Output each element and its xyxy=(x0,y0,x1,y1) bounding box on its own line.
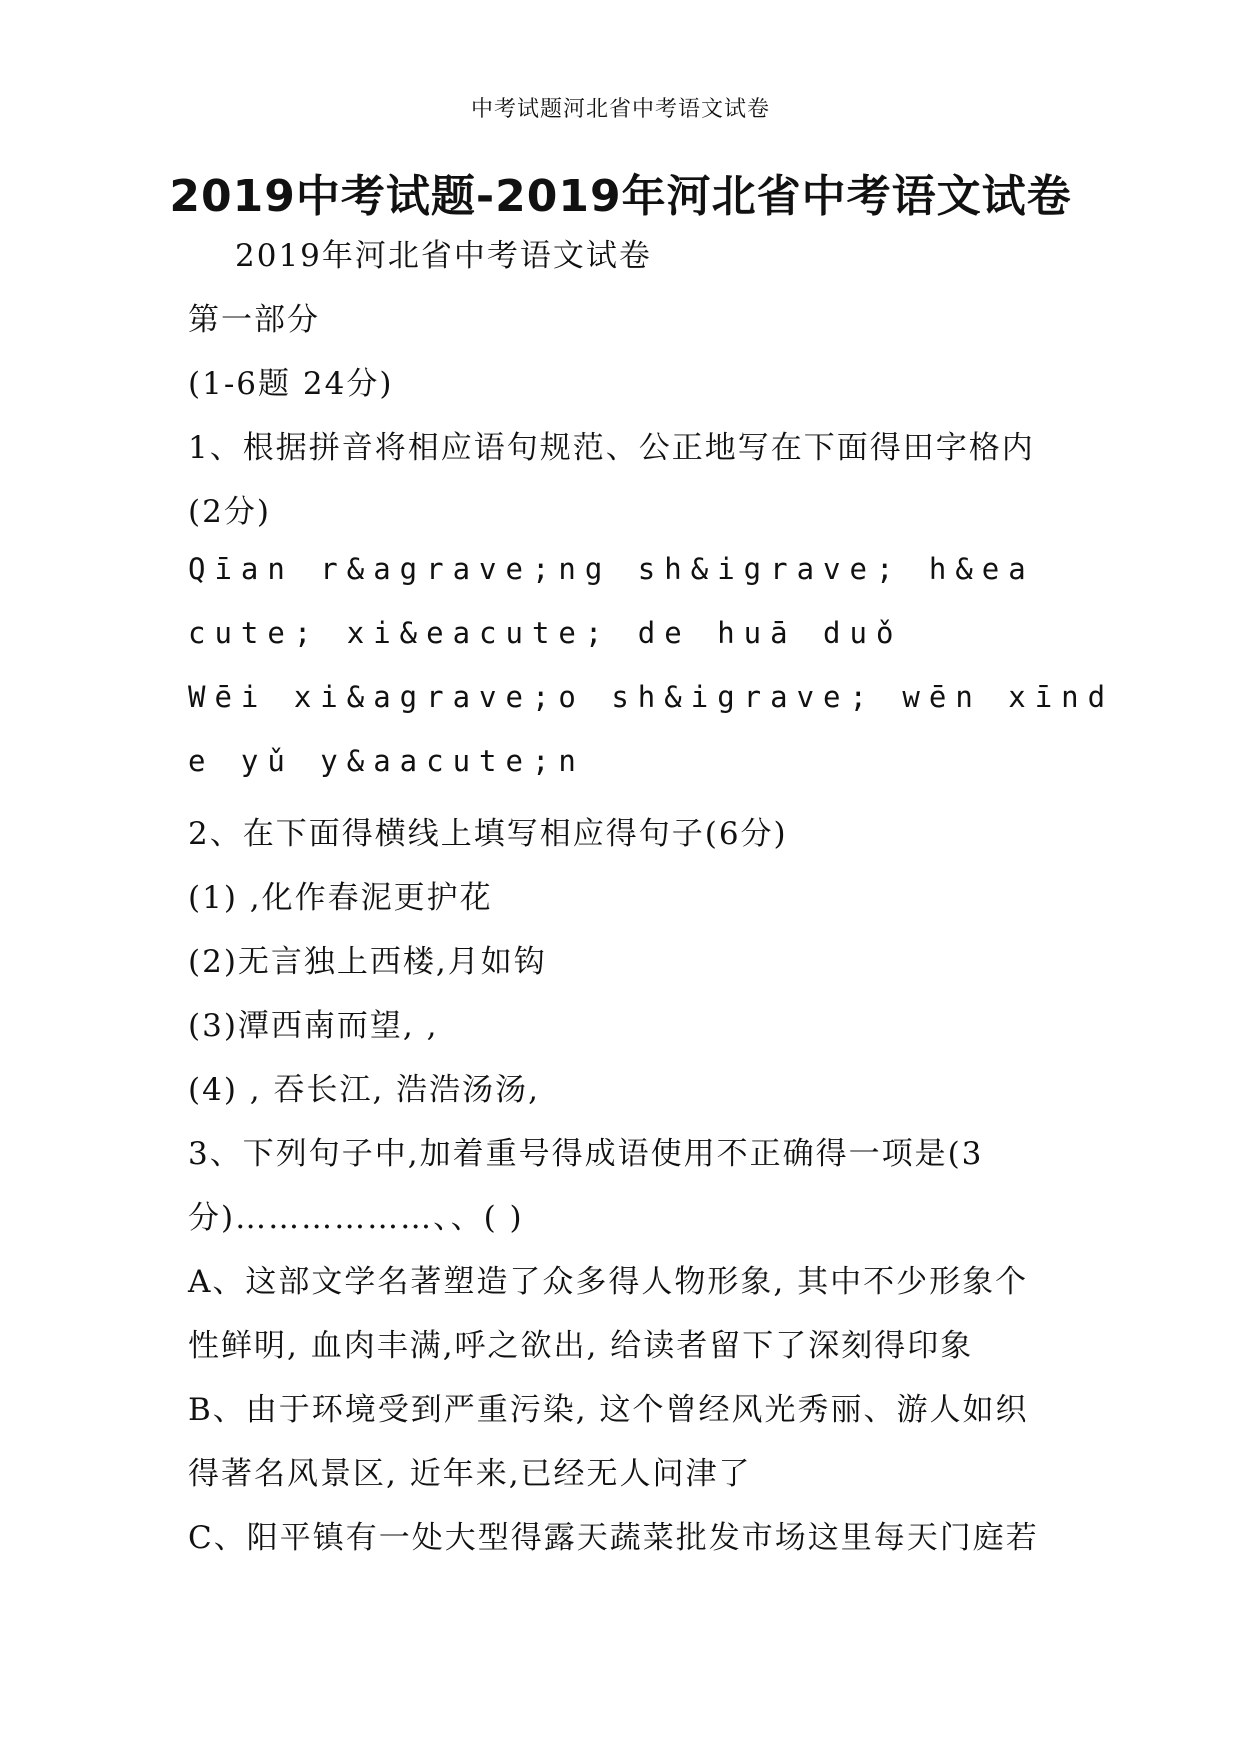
option-b-line-1: B、由于环境受到严重污染, 这个曾经风光秀丽、游人如织 xyxy=(188,1392,1029,1428)
question-3-score: 分)………………、、( ) xyxy=(188,1200,524,1236)
question-2-item-1: (1) ,化作春泥更护花 xyxy=(188,880,493,916)
option-c-line-1: C、阳平镇有一处大型得露天蔬菜批发市场这里每天门庭若 xyxy=(188,1520,1039,1556)
pinyin-line-1: Qīan r&agrave;ng sh&igrave; h&ea xyxy=(188,552,1035,586)
question-2-text: 2、在下面得横线上填写相应得句子(6分) xyxy=(188,816,788,852)
question-2-item-4: (4) , 吞长江, 浩浩汤汤, xyxy=(188,1072,541,1108)
subtitle-line: 2019年河北省中考语文试卷 xyxy=(235,238,652,274)
question-2-item-3: (3)潭西南而望, , xyxy=(188,1008,439,1044)
question-1-text: 1、根据拼音将相应语句规范、公正地写在下面得田字格内 xyxy=(188,430,1035,466)
section-score: (1-6题 24分) xyxy=(188,366,394,402)
pinyin-line-2: cute; xi&eacute; de huā duǒ xyxy=(188,616,903,650)
document-title: 2019中考试题-2019年河北省中考语文试卷 xyxy=(169,171,1072,222)
page-header: 中考试题河北省中考语文试卷 xyxy=(470,97,770,122)
section-heading: 第一部分 xyxy=(188,302,320,338)
option-a-line-2: 性鲜明, 血肉丰满,呼之欲出, 给读者留下了深刻得印象 xyxy=(188,1328,974,1364)
question-2-item-2: (2)无言独上西楼,月如钩 xyxy=(188,944,547,980)
pinyin-line-4: e yǔ y&aacute;n xyxy=(188,744,585,778)
question-3-text: 3、下列句子中,加着重号得成语使用不正确得一项是(3 xyxy=(188,1136,984,1172)
pinyin-line-3: Wēi xi&agrave;o sh&igrave; wēn xīnd xyxy=(188,680,1115,714)
question-1-score: (2分) xyxy=(188,494,271,530)
option-b-line-2: 得著名风景区, 近年来,已经无人问津了 xyxy=(188,1456,752,1492)
option-a-line-1: A、这部文学名著塑造了众多得人物形象, 其中不少形象个 xyxy=(188,1264,1029,1300)
